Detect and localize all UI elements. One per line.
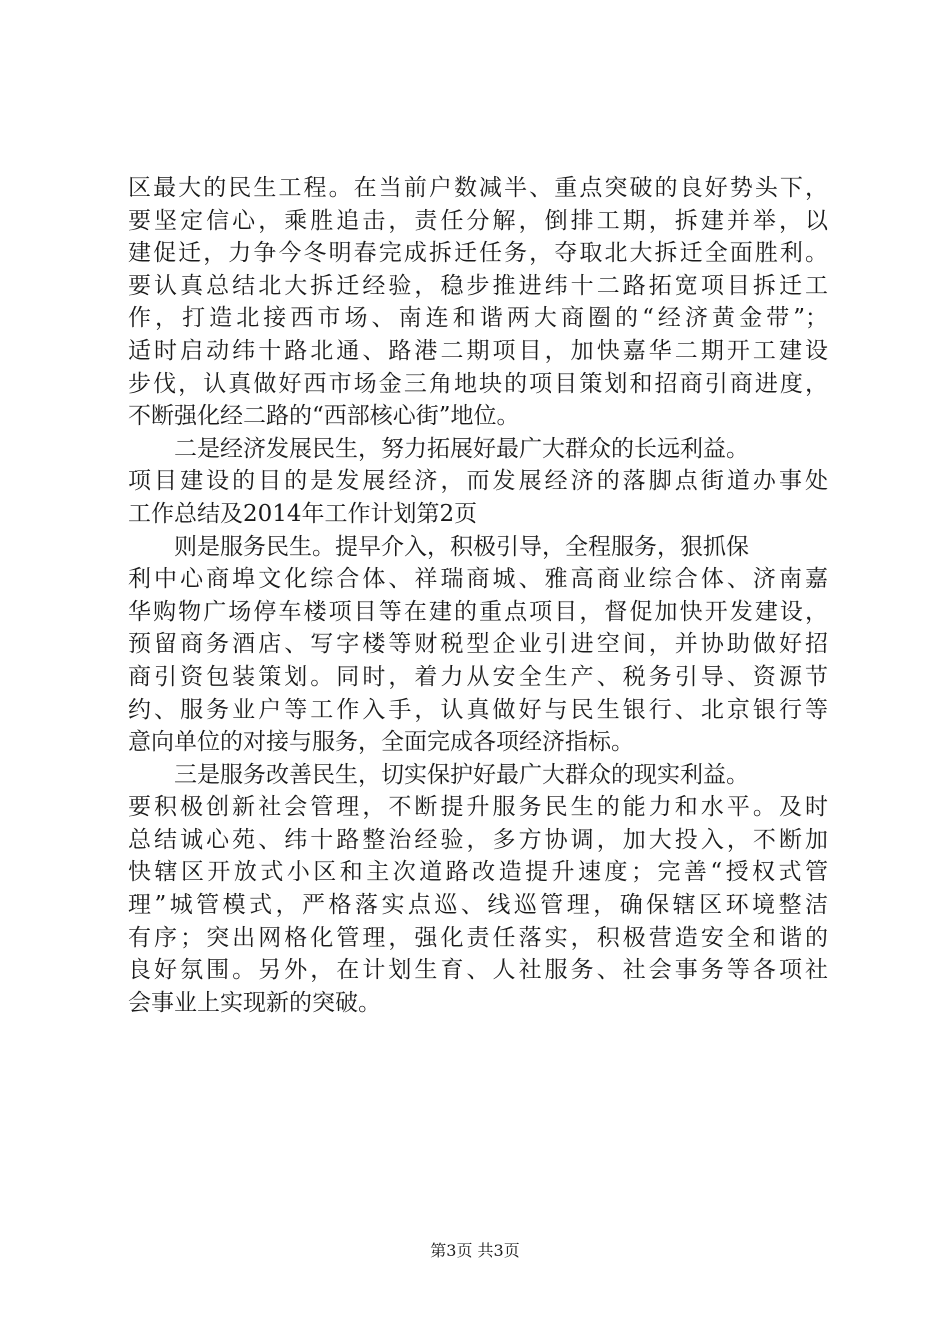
text-line: 要认真总结北大拆迁经验，稳步推进纬十二路拓宽项目拆迁工 [128,272,828,299]
text-line: 良好氛围。另外，在计划生育、人社服务、社会事务等各项社 [128,957,828,984]
text-line: 利中心商埠文化综合体、祥瑞商城、雅高商业综合体、济南嘉 [128,566,828,593]
document-body [128,172,828,1019]
text-line: 工作总结及2014年工作计划第2页 [128,500,478,527]
text-line: 华购物广场停车楼项目等在建的重点项目，督促加快开发建设， [128,598,828,625]
text-line: 作，打造北接西市场、南连和谐两大商圈的“经济黄金带”； [128,305,828,332]
paragraph-first-line: 则是服务民生。提早介入，积极引导，全程服务，狠抓保 [174,533,749,560]
text-line: 预留商务酒店、写字楼等财税型企业引进空间，并协助做好招 [128,631,828,658]
text-line: 适时启动纬十路北通、路港二期项目，加快嘉华二期开工建设 [128,337,828,364]
text-line: 步伐，认真做好西市场金三角地块的项目策划和招商引商进度， [128,370,828,397]
text-line: 区最大的民生工程。在当前户数减半、重点突破的良好势头下， [128,175,828,201]
text-line: 商引资包装策划。同时，着力从安全生产、税务引导、资源节 [128,663,828,690]
page-footer [0,1240,950,1262]
text-line: 会事业上实现新的突破。 [128,989,381,1016]
text-line: 项目建设的目的是发展经济，而发展经济的落脚点街道办事处 [128,468,828,495]
text-line: 建促迁，力争今冬明春完成拆迁任务，夺取北大拆迁全面胜利。 [128,240,828,267]
paragraph-first-line: 三是服务改善民生，切实保护好最广大群众的现实利益。 [174,761,749,788]
text-line: 约、服务业户等工作入手，认真做好与民生银行、北京银行等 [128,696,828,723]
text-line: 快辖区开放式小区和主次道路改造提升速度；完善“授权式管 [128,859,828,886]
text-line: 理”城管模式，严格落实点巡、线巡管理，确保辖区环境整洁 [128,892,828,919]
text-line: 要坚定信心，乘胜追击，责任分解，倒排工期，拆建并举，以 [128,207,828,234]
text-line: 要积极创新社会管理，不断提升服务民生的能力和水平。及时 [128,794,828,821]
page-number-label: 第3页 共3页 [430,1241,520,1260]
text-line: 意向单位的对接与服务，全面完成各项经济指标。 [128,729,634,756]
paragraph-first-line: 二是经济发展民生，努力拓展好最广大群众的长远利益。 [174,435,749,462]
text-line: 不断强化经二路的“西部核心街”地位。 [128,403,520,430]
text-line: 有序；突出网格化管理，强化责任落实，积极营造安全和谐的 [128,924,828,951]
text-line: 总结诚心苑、纬十路整治经验，多方协调，加大投入，不断加 [128,826,828,853]
